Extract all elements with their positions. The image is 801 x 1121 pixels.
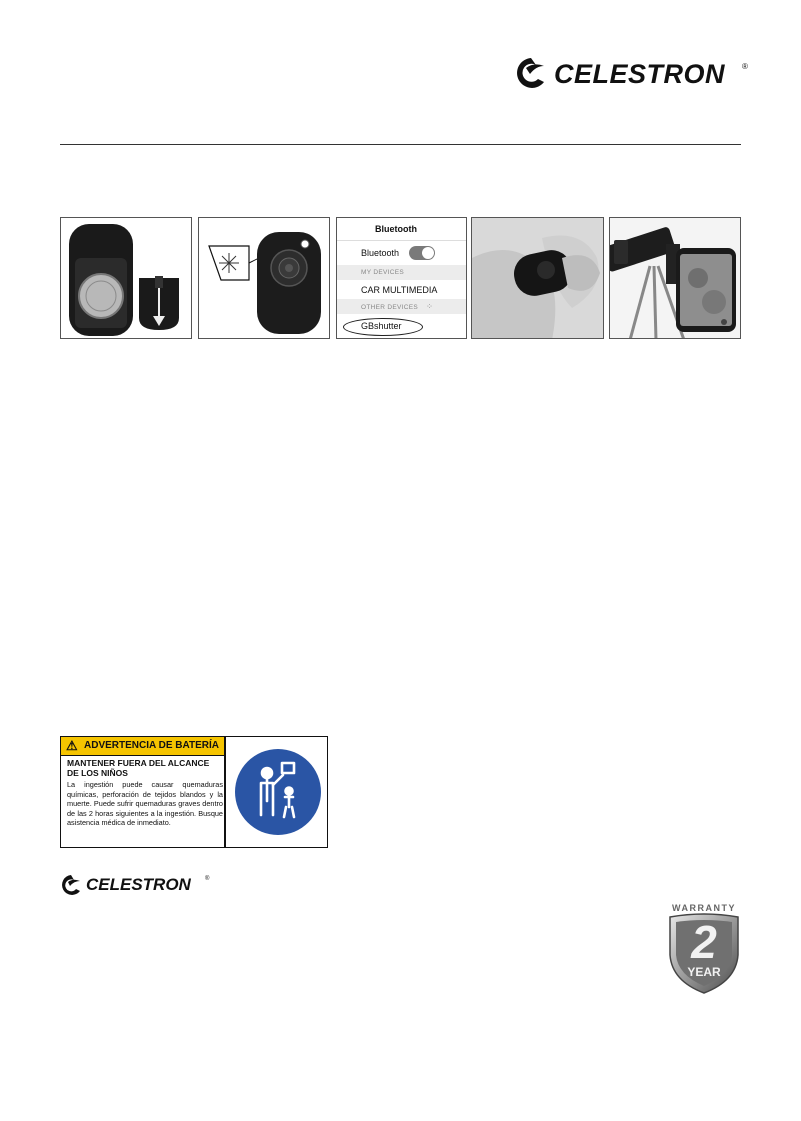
bluetooth-toggle-row xyxy=(337,243,466,263)
registered-mark-footer: ® xyxy=(205,876,210,882)
warranty-number: 2 xyxy=(691,916,717,968)
header-rule xyxy=(60,144,741,145)
celestron-swoosh-icon xyxy=(60,874,82,896)
toggle-knob xyxy=(422,247,434,259)
warning-header xyxy=(61,737,224,756)
device-car-multimedia[interactable]: CAR MULTIMEDIA xyxy=(361,285,438,295)
battery-warning-box xyxy=(60,736,328,848)
warranty-badge xyxy=(666,903,742,995)
warning-triangle-icon: ⚠ xyxy=(66,738,78,753)
panel-bluetooth-settings xyxy=(336,217,467,339)
shutter-led-illustration xyxy=(199,218,330,339)
bluetooth-toggle[interactable] xyxy=(409,246,435,260)
brand-name: CELESTRON xyxy=(554,59,726,89)
panel-press-shutter xyxy=(471,217,604,339)
warning-header-text: ADVERTENCIA DE BATERÍA xyxy=(84,740,220,751)
bluetooth-toggle-label: Bluetooth xyxy=(361,248,400,258)
highlight-ellipse xyxy=(343,318,423,336)
keep-away-children-icon xyxy=(235,749,321,835)
loading-spinner-icon: ⁘ xyxy=(426,302,434,311)
battery-compartment-illustration xyxy=(61,218,192,339)
panel-battery-insert xyxy=(60,217,192,339)
warranty-bottom-text: YEAR xyxy=(687,965,721,979)
warning-subhead: MANTENER FUERA DEL ALCANCE DE LOS NIÑOS xyxy=(67,758,210,778)
other-devices-header: OTHER DEVICES ⁘ xyxy=(337,299,466,314)
warning-body: La ingestión puede causar quemaduras químicas, perforación de tejidos blandos y la muerte. Puede sufrir quemaduras graves dentro de las 2 horas siguientes a la ingestión. Busque asistencia médica de inmediato. xyxy=(67,780,223,828)
bluetooth-title: Bluetooth xyxy=(375,224,417,234)
panel-led-indicator xyxy=(198,217,330,339)
warranty-top-text: WARRANTY xyxy=(672,903,736,913)
device-gbshutter-label: GBshutter xyxy=(361,321,402,331)
telescope-phone-illustration xyxy=(610,218,741,339)
registered-mark: ® xyxy=(742,62,748,71)
celestron-logo-footer xyxy=(60,874,210,896)
device-gbshutter[interactable] xyxy=(337,316,466,336)
my-devices-header: MY DEVICES xyxy=(337,265,466,280)
hand-shutter-illustration xyxy=(472,218,604,339)
brand-name-footer: CELESTRON xyxy=(86,875,191,894)
celestron-logo-header xyxy=(514,56,750,90)
panel-telescope-phone xyxy=(609,217,741,339)
